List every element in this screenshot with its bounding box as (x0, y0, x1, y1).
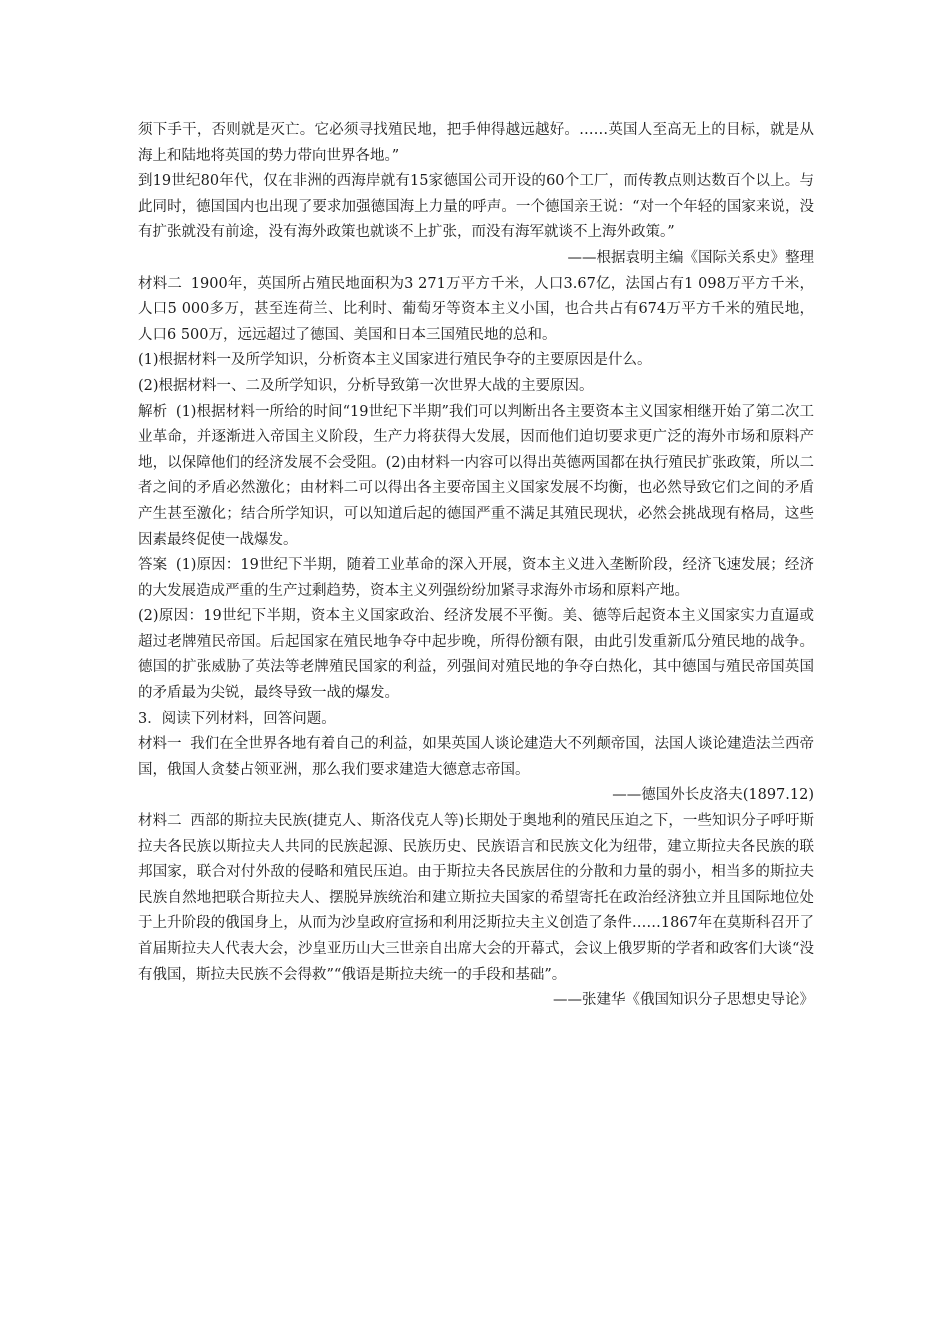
question-text: 3．阅读下列材料，回答问题。 (138, 710, 336, 727)
q3-material-one-paragraph (138, 732, 814, 783)
paragraph-text: 我们在全世界各地有着自己的利益，如果英国人谈论建造大不列颠帝国，法国人谈论建造法兰西帝国，俄国人贪婪占领亚洲，那么我们要求建造大德意志帝国。 (138, 736, 815, 778)
material-label: 材料一 (138, 736, 182, 753)
answer-text: (2)原因：19世纪下半期，资本主义国家政治、经济发展不平衡。美、德等后起资本主义国家实力直逼或超过老牌殖民帝国。后起国家在殖民地争夺中起步晚，所得份额有限，由此引发重新瓜分殖民地的战争。德国的扩张威胁了英法等老牌殖民国家的利益，列强间对殖民地的争夺白热化，其中德国与殖民帝国英国的矛盾最为尖锐，最终导致一战的爆发。 (138, 608, 814, 702)
q3-material-two-paragraph (138, 809, 814, 988)
material-label: 材料二 (138, 813, 182, 830)
answer-label: 答案 (138, 557, 168, 574)
answer-paragraph-one (138, 553, 814, 604)
question-text: (2)根据材料一、二及所学知识，分析导致第一次世界大战的主要原因。 (138, 377, 594, 394)
question-two (138, 374, 814, 400)
material-two-paragraph (138, 272, 814, 349)
answer-paragraph-two (138, 604, 814, 706)
paragraph-text: 1900年，英国所占殖民地面积为3 271万平方千米，人口3.67亿，法国占有1 098万平方千米，人口5 000多万，甚至连荷兰、比利时、葡萄牙等资本主义小国，也合共占有674万平方千米的殖民地，人口6 500万，远远超过了德国、美国和日本三国殖民地的总和。 (138, 275, 814, 343)
paragraph-text: 须下手干，否则就是灭亡。它必须寻找殖民地，把手伸得越远越好。……英国人至高无上的目标，就是从海上和陆地将英国的势力带向世界各地。” (138, 122, 814, 164)
document-page (138, 118, 814, 1014)
analysis-text: (1)根据材料一所给的时间“19世纪下半期”我们可以判断出各主要资本主义国家相继开始了第二次工业革命，并逐渐进入帝国主义阶段，生产力将获得大发展，因而他们迫切要求更广泛的海外市场和原料产地，以保障他们的经济发展不会受阻。(2)由材料一内容可以得出英德两国都在执行殖民扩张政策，所以二者之间的矛盾必然激化；由材料二可以得出各主要帝国主义国家发展不均衡，也必然导致它们之间的矛盾产生甚至激化；结合所学知识，可以知道后起的德国严重不满足其殖民现状，必然会挑战现有格局，这些因素最终促使一战爆发。 (138, 403, 815, 548)
paragraph-text: 西部的斯拉夫民族(捷克人、斯洛伐克人等)长期处于奥地利的殖民压迫之下，一些知识分子呼吁斯拉夫各民族以斯拉夫人共同的民族起源、民族历史、民族语言和民族文化为纽带，建立斯拉夫各民族的联邦国家，联合对付外敌的侵略和殖民压迫。由于斯拉夫各民族居住的分散和力量的弱小，相当多的斯拉夫民族自然地把联合斯拉夫人、摆脱异族统治和建立斯拉夫国家的希望寄托在政治经济独立并且国际地位处于上升阶段的俄国身上，从而为沙皇政府宣扬和利用泛斯拉夫主义创造了条件……1867年在莫斯科召开了首届斯拉夫人代表大会，沙皇亚历山大三世亲自出席大会的开幕式，会议上俄罗斯的学者和政客们大谈“没有俄国，斯拉夫民族不会得救”“俄语是斯拉夫统一的手段和基础”。 (138, 813, 815, 983)
question-one (138, 348, 814, 374)
material-label: 材料二 (138, 275, 183, 292)
answer-text: (1)原因：19世纪下半期，随着工业革命的深入开展，资本主义进入垄断阶段，经济飞速发展；经济的大发展造成严重的生产过剩趋势，资本主义列强纷纷加紧寻求海外市场和原料产地。 (138, 557, 814, 599)
q3-material-two-source: ——张建华《俄国知识分子思想史导论》 (553, 992, 814, 1009)
question-text: (1)根据材料一及所学知识，分析资本主义国家进行殖民争夺的主要原因是什么。 (138, 352, 652, 369)
analysis-label: 解析 (138, 403, 168, 420)
material-one-paragraph (138, 169, 814, 246)
analysis-paragraph (138, 400, 814, 554)
material-one-source: ——根据袁明主编《国际关系史》整理 (567, 249, 814, 266)
paragraph-text: 到19世纪80年代，仅在非洲的西海岸就有15家德国公司开设的60个工厂，而传教点则达数百个以上。与此同时，德国国内也出现了要求加强德国海上力量的呼声。一个德国亲王说：“对一个年轻的国家来说，没有扩张就没有前途，没有海外政策也就谈不上扩张，而没有海军就谈不上海外政策。” (138, 173, 814, 241)
material-one-quote-continued (138, 118, 814, 169)
question-three-heading (138, 707, 814, 733)
q3-material-one-source: ——德国外长皮洛夫(1897.12) (612, 787, 814, 804)
